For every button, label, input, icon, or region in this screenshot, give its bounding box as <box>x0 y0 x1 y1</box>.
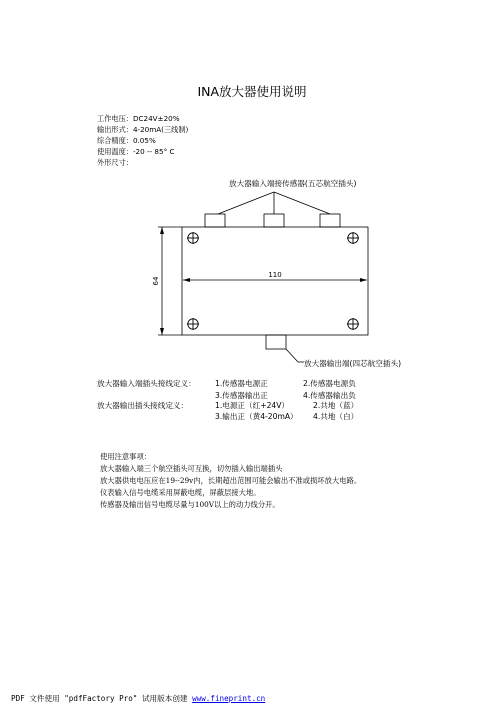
input-wiring-item: 4.传感器输出负 <box>303 391 356 400</box>
note-line: 仪表输入信号电缆采用屏蔽电缆，屏蔽层接大地。 <box>100 488 261 497</box>
pdf-footer <box>11 693 265 704</box>
output-wiring-item: 1.电源正（红+24V） <box>215 401 290 410</box>
spec-accuracy: 综合精度：0.05% <box>97 136 156 145</box>
mounting-hole-top-right <box>347 232 359 244</box>
output-wiring-title: 放大器输出插头接线定义： <box>97 401 189 410</box>
dim-height-label: 64 <box>152 276 160 286</box>
width-arrow-left <box>183 278 190 282</box>
dim-width-label: 110 <box>268 271 282 279</box>
output-wiring-item: 2.共地（蓝） <box>313 401 359 410</box>
output-connector <box>266 335 286 349</box>
input-connector-1 <box>205 214 225 227</box>
input-wiring-title: 放大器输入端插头接线定义： <box>97 379 196 388</box>
enclosure-outline <box>182 227 368 335</box>
footer-text: PDF 文件使用 "pdfFactory Pro" 试用版本创建 <box>11 694 193 703</box>
footer-link[interactable]: www.fineprint.cn <box>192 694 266 703</box>
page-title: INA放大器使用说明 <box>197 84 307 99</box>
leader-line-1 <box>218 192 274 214</box>
input-connector-label: 放大器输入端接传感器(五芯航空插头) <box>229 179 357 188</box>
output-connector-label: 放大器输出端(四芯航空插头) <box>304 359 402 368</box>
input-wiring-item: 2.传感器电源负 <box>303 379 356 388</box>
spec-temperature: 使用温度：-20 -- 85° C <box>97 147 175 156</box>
spec-output-type: 输出形式：4-20mA(三线制) <box>97 125 189 134</box>
input-wiring-item: 1.传感器电源正 <box>215 379 268 388</box>
output-wiring-item: 3.输出正（黄4-20mA） <box>215 412 298 421</box>
output-wiring-item: 4.共地（白） <box>313 412 359 421</box>
width-arrow-right <box>360 278 367 282</box>
mounting-hole-bottom-right <box>347 318 359 330</box>
input-connector-3 <box>320 214 340 227</box>
mounting-hole-bottom-left <box>187 318 199 330</box>
notes-heading: 使用注意事项： <box>100 452 152 461</box>
spec-dimensions: 外形尺寸： <box>97 158 133 167</box>
output-leader-line <box>286 349 304 362</box>
input-connector-2 <box>264 214 284 227</box>
note-line: 传感器及输出信号电缆尽量与100V以上的动力线分开。 <box>100 500 280 509</box>
input-wiring-item: 3.传感器输出正 <box>215 391 268 400</box>
note-line: 放大器输入端三个航空插头可互换，切勿插入输出端插头 <box>100 464 283 473</box>
leader-line-3 <box>274 192 330 214</box>
mounting-hole-top-left <box>187 232 199 244</box>
note-line: 放大器供电电压应在19--29v内，长期超出范围可能会输出不准或损坏放大电路。 <box>100 476 362 485</box>
spec-voltage: 工作电压：DC24V±20% <box>97 114 180 123</box>
